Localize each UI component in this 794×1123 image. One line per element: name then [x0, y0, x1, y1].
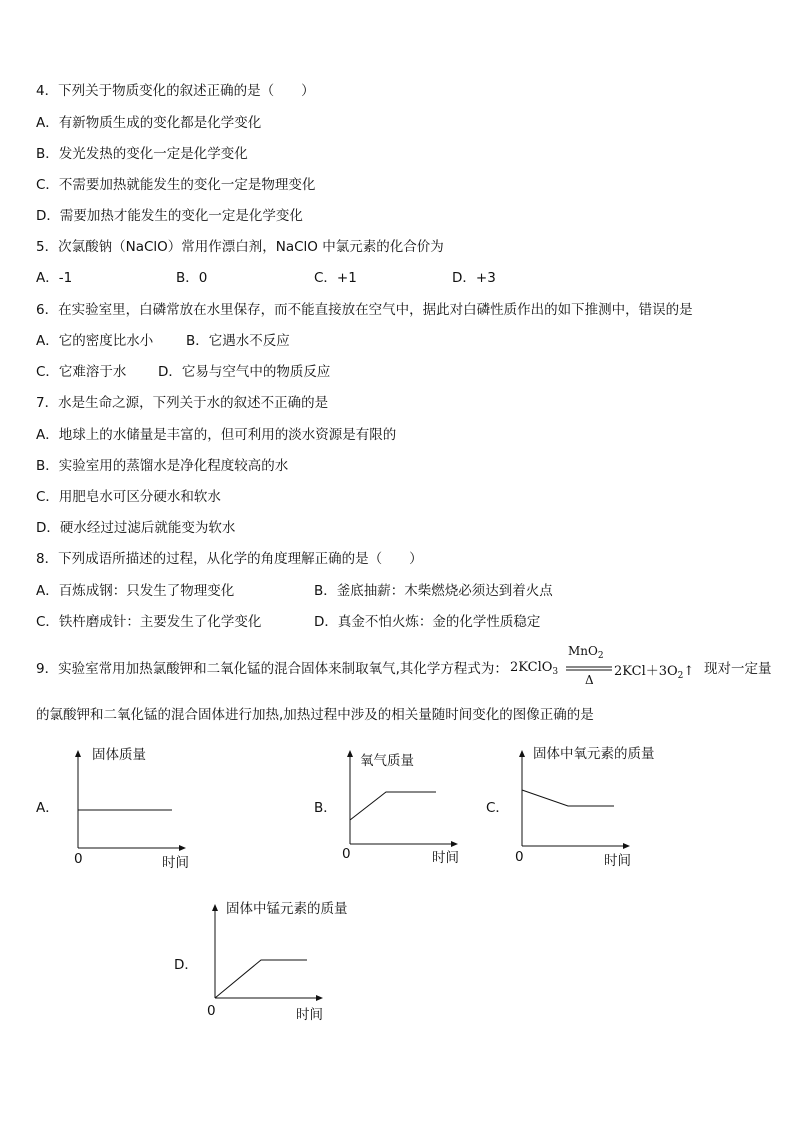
q8-option-c: C．铁杵磨成针：主要发生了化学变化	[36, 614, 262, 630]
y-axis-arrow-icon	[347, 750, 353, 757]
graph-b-line	[350, 792, 436, 820]
q9-equation-equals-sign	[566, 666, 614, 672]
q9-graph-d-xlabel: 时间	[296, 1007, 323, 1023]
q9-graph-c-ylabel: 固体中氧元素的质量	[533, 746, 655, 762]
graph-d-line	[215, 960, 307, 998]
q7-option-c: C．用肥皂水可区分硬水和软水	[36, 489, 221, 505]
q6-option-d: D．它易与空气中的物质反应	[158, 364, 331, 380]
q9-graph-d-ylabel: 固体中锰元素的质量	[226, 901, 348, 917]
q9-graph-c-option: C．	[486, 800, 509, 816]
x-axis-arrow-icon	[179, 845, 186, 851]
q4-option-c: C．不需要加热就能发生的变化一定是物理变化	[36, 177, 316, 193]
q4-option-a: A．有新物质生成的变化都是化学变化	[36, 115, 262, 131]
q8-stem: 8．下列成语所描述的过程，从化学的角度理解正确的是（ ）	[36, 551, 423, 567]
q5-option-c: C．+1	[314, 270, 357, 286]
q8-option-d: D．真金不怕火炼：金的化学性质稳定	[314, 614, 541, 630]
x-axis-arrow-icon	[316, 995, 323, 1001]
q6-stem: 6．在实验室里，白磷常放在水里保存，而不能直接放在空气中，据此对白磷性质作出的如下推测中，错误的是	[36, 302, 693, 318]
q9-graph-a-ylabel: 固体质量	[92, 747, 146, 763]
q6-option-c: C．它难溶于水	[36, 364, 127, 380]
q7-option-d: D．硬水经过过滤后就能变为软水	[36, 520, 236, 536]
q9-graph-b-origin: 0	[342, 846, 351, 862]
q9-graph-a-origin: 0	[74, 851, 83, 867]
q5-option-b: B．0	[176, 270, 208, 286]
y-axis-arrow-icon	[75, 750, 81, 757]
q9-graph-b-option: B．	[314, 800, 337, 816]
q6-option-b: B．它遇水不反应	[186, 333, 290, 349]
q8-option-a: A．百炼成钢：只发生了物理变化	[36, 583, 235, 599]
q9-equation-catalyst: MnO$_2$	[568, 644, 604, 661]
q9-graph-c	[504, 748, 634, 854]
y-axis-arrow-icon	[212, 904, 218, 911]
q4-option-d: D．需要加热才能发生的变化一定是化学变化	[36, 208, 303, 224]
q9-stem-part2: 的氯酸钾和二氧化锰的混合固体进行加热,加热过程中涉及的相关量随时间变化的图像正确的是	[36, 707, 594, 723]
q5-option-a: A．-1	[36, 270, 73, 286]
q9-graph-d	[197, 902, 327, 1006]
q9-graph-b-xlabel: 时间	[432, 850, 459, 866]
q9-stem-part1: 9．实验室常用加热氯酸钾和二氧化锰的混合固体来制取氧气,其化学方程式为：	[36, 661, 508, 677]
q9-stem-tail: 现对一定量	[704, 661, 772, 677]
q9-graph-c-origin: 0	[515, 849, 524, 865]
q9-equation-condition: Δ	[585, 673, 594, 687]
q9-graph-b	[332, 748, 462, 854]
q5-stem: 5．次氯酸钠（NaClO）常用作漂白剂，NaClO 中氯元素的化合价为	[36, 239, 444, 255]
q6-option-a: A．它的密度比水小	[36, 333, 154, 349]
q7-option-b: B．实验室用的蒸馏水是净化程度较高的水	[36, 458, 289, 474]
q4-stem: 4．下列关于物质变化的叙述正确的是（ ）	[36, 83, 315, 99]
q9-graph-a-xlabel: 时间	[162, 855, 189, 871]
q9-graph-d-origin: 0	[207, 1003, 216, 1019]
q9-equation-right: $2KCl+3O_2↑$	[614, 664, 695, 681]
q7-option-a: A．地球上的水储量是丰富的，但可利用的淡水资源是有限的	[36, 427, 397, 443]
q7-stem: 7．水是生命之源，下列关于水的叙述不正确的是	[36, 395, 329, 411]
q4-option-b: B．发光发热的变化一定是化学变化	[36, 146, 248, 162]
q9-equation-left: 2KClO$_3$	[510, 660, 559, 677]
q9-graph-a-option: A．	[36, 800, 59, 816]
q5-option-d: D．+3	[452, 270, 496, 286]
x-axis-arrow-icon	[451, 841, 458, 847]
q9-graph-a	[60, 748, 190, 858]
q8-option-b: B．釜底抽薪：木柴燃烧必须达到着火点	[314, 583, 553, 599]
q9-graph-c-xlabel: 时间	[604, 853, 631, 869]
y-axis-arrow-icon	[519, 750, 525, 757]
x-axis-arrow-icon	[623, 843, 630, 849]
graph-c-line	[522, 790, 614, 806]
q9-graph-b-ylabel: 氧气质量	[360, 753, 414, 769]
q9-graph-d-option: D．	[174, 957, 198, 973]
